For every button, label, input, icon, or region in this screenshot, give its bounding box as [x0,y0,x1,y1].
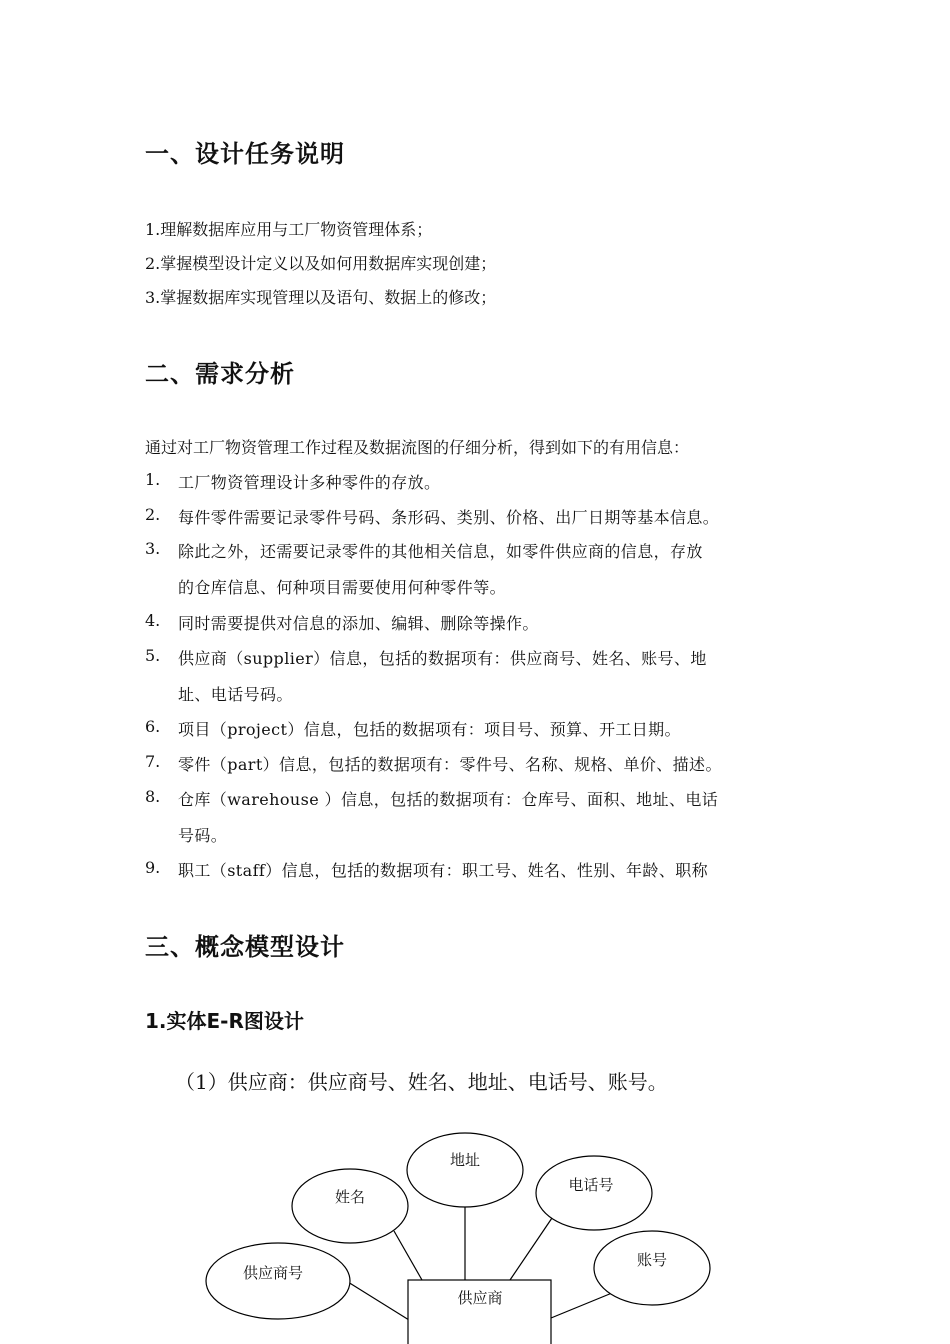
list-item: 项目（project）信息，包括的数据项有：项目号、预算、开工日期。 [178,720,681,739]
list-item-continuation: 号码。 [178,826,228,845]
attribute-label-name: 姓名 [334,1188,366,1206]
list-item: 每件零件需要记录零件号码、条形码、类别、价格、出厂日期等基本信息。 [178,508,720,527]
list-item-number: 8. [145,787,161,806]
attribute-label-supplier-no: 供应商号 [242,1264,304,1282]
list-item: 供应商（supplier）信息，包括的数据项有：供应商号、姓名、账号、地 [178,649,707,668]
section-1-title: 一、设计任务说明 [145,140,345,168]
attribute-ellipse-name [292,1169,408,1243]
list-item-number: 1. [145,470,161,489]
list-item: 职工（staff）信息，包括的数据项有：职工号、姓名、性别、年龄、职称 [178,861,709,880]
subsection-title: 1.实体E-R图设计 [145,1009,304,1033]
list-item: 仓库（warehouse ）信息，包括的数据项有：仓库号、面积、地址、电话 [178,790,719,809]
attribute-label-account: 账号 [636,1251,668,1269]
task-line-1: 1.理解数据库应用与工厂物资管理体系； [145,220,433,239]
entity-label: 供应商 [457,1289,503,1307]
list-item: 同时需要提供对信息的添加、编辑、删除等操作。 [178,614,539,633]
connector-line [394,1231,422,1280]
list-item: 除此之外，还需要记录零件的其他相关信息，如零件供应商的信息，存放 [178,542,703,561]
task-line-3: 3.掌握数据库实现管理以及语句、数据上的修改； [145,288,497,307]
list-item-continuation: 址、电话号码。 [178,685,293,704]
section-2-title: 二、需求分析 [145,360,295,388]
attribute-ellipse-address [407,1133,523,1207]
connector-line [551,1293,612,1318]
list-item-number: 6. [145,717,161,736]
list-item-number: 2. [145,505,161,524]
requirements-intro: 通过对工厂物资管理工作过程及数据流图的仔细分析，得到如下的有用信息： [145,438,690,457]
connector-line [510,1218,552,1280]
list-item: 零件（part）信息，包括的数据项有：零件号、名称、规格、单价、描述。 [178,755,722,774]
list-item-number: 4. [145,611,161,630]
attribute-label-phone: 电话号 [568,1176,614,1194]
attribute-label-address: 地址 [449,1151,481,1169]
connector-line [348,1282,409,1320]
entity-caption: （1）供应商：供应商号、姓名、地址、电话号、账号。 [175,1070,668,1094]
list-item-continuation: 的仓库信息、何种项目需要使用何种零件等。 [178,578,507,597]
section-3-title: 三、概念模型设计 [145,933,345,961]
list-item-number: 5. [145,646,161,665]
list-item-number: 7. [145,752,161,771]
list-item-number: 3. [145,539,161,558]
task-line-2: 2.掌握模型设计定义以及如何用数据库实现创建； [145,254,497,273]
list-item-number: 9. [145,858,161,877]
list-item: 工厂物资管理设计多种零件的存放。 [178,473,441,492]
